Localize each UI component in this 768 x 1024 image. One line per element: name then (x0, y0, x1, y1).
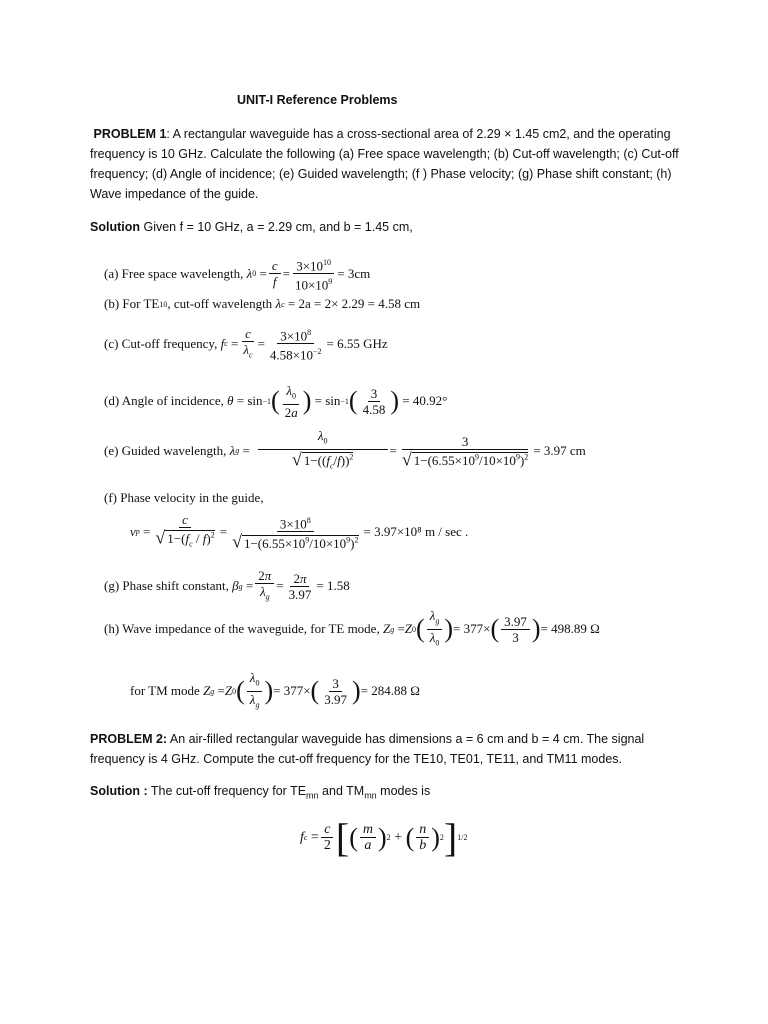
step-g: (g) Phase shift constant, β g = $\frac{2\pi}{\lambda_g}$ = $\frac{2\pi}{3.97}$ = 1.58 (104, 568, 350, 602)
step-a: (a) Free space wavelength, λ 0 = $\frac{c}{f}$ = $\frac{3\times 10^{10}}{10\times 10^9}$ = 3cm (104, 255, 370, 293)
cutoff-formula: f c = $\frac{c}{2}$ [ ( $\frac{m}{a}$ ) 2 + ( $\frac{n}{b}$ ) 2 ] 1/2 (300, 814, 468, 860)
step-g-label: (g) Phase shift constant, (104, 578, 229, 594)
step-b-label: (b) For TE (104, 296, 160, 311)
step-c-label: (c) Cut-off frequency, (104, 335, 218, 351)
solution2-label: Solution : (90, 784, 148, 798)
step-e-label: (e) Guided wavelength, (104, 442, 227, 458)
solution1-label: Solution (90, 220, 140, 234)
problem2-label: PROBLEM 2: (90, 732, 168, 746)
step-d-label: (d) Angle of incidence, (104, 393, 224, 409)
step-b: (b) For TE 10 , cut-off wavelength λ c = 2a = 2× 2.29 = 4.58 cm (104, 296, 421, 311)
problem1-label: PROBLEM 1 (93, 127, 167, 141)
problem2-paragraph (90, 729, 690, 769)
step-tm: for TM mode Z g = Z 0 ( $\frac{\lambda_0}{\lambda_g}$ ) = 377× ( $\frac{3}{3.97}$ ) = 284.88 Ω (130, 670, 420, 710)
step-f-label: (f) Phase velocity in the guide, (104, 490, 264, 505)
solution2-paragraph: Solution : The cut-off frequency for $TE_{mn}$ and $TM_{mn}$ modes is (90, 784, 431, 801)
step-a-label: (a) Free space wavelength, (104, 265, 244, 281)
step-tm-label: for TM mode (130, 683, 200, 699)
page-title: UNIT-I Reference Problems (237, 93, 398, 107)
solution1-text: Given f = 10 GHz, a = 2.29 cm, and b = 1.45 cm, (140, 220, 413, 234)
step-e: (e) Guided wavelength, λ g = $\frac{\lambda_0}{√ 1-((f_c/f))^2}$ = $\frac{3}{√ 1-(6.55\times 10^9/10\times 10^9)^2}$ = 3.97 cm (104, 428, 586, 471)
solution1-paragraph (90, 217, 690, 237)
step-h-label: (h) Wave impedance of the waveguide, for TE mode, (104, 621, 380, 637)
step-h: (h) Wave impedance of the waveguide, for TE mode, Z g = Z 0 ( $\frac{\lambda_g}{\lambda_0}$ ) = 377× ( $\frac{3.97}{3}$ ) = 498.89 Ω (104, 608, 600, 648)
step-d: (d) Angle of incidence, θ = sin −1 ( $\frac{\lambda_0}{2a}$ ) = sin −1 ( $\frac{3}{4.58}$ ) = 40.92° (104, 383, 448, 420)
problem1-text: : A rectangular waveguide has a cross-sectional area of 2.29 × 1.45 cm2, and the operating frequency is 10 GHz. Calculate the following (a) Free space wavelength; (b) Cut-off wavelength; (c) Cut-off frequency; (d) Angle of incidence; (e) Guided wavelength; (f ) Phase velocity; (g) Phase shift constant; (h) Wave impedance of the guide. (90, 127, 679, 201)
problem1-paragraph (90, 124, 690, 204)
step-c: (c) Cut-off frequency, f c = $\frac{c}{\lambda_c}$ = $\frac{3\times 10^8}{4.58\times 10^{-2}}$ = 6.55 GHz (104, 325, 388, 363)
problem2-text: An air-filled rectangular waveguide has dimensions a = 6 cm and b = 4 cm. The signal frequency is 4 GHz. Compute the cut-off frequency for the TE10, TE01, TE11, and TM11 modes. (90, 732, 645, 766)
step-f: v p = $\frac{c}{√ 1-(f_c / f)^2}$ = $\frac{3\times 10^8}{√ 1-(6.55\times 10^9/10\times 10^9)^2}$ = 3.97×10⁸ m / sec . (130, 512, 469, 552)
